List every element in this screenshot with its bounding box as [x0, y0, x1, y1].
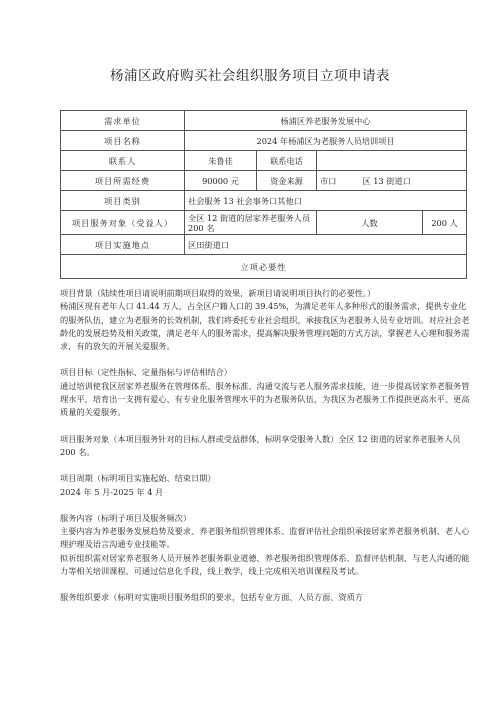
spacer [60, 578, 470, 591]
spacer [60, 499, 470, 512]
document-body [60, 287, 470, 605]
background-text: 杨浦区现有老年人口 41.44 万人，占全区户籍人口的 39.45%，为满足老年人多种形式的服务需求，提供专业化的服务队伍，建立为老服务的长效机制，我们将委托专业社会组织，承接我区为老服务人员专业培训。对应社会老龄化的发展趋势及相关政策，满足老年人的服务需求，提高解决服务管理问题的方式方法，掌握老人心理和服务需求，有的放矢的开展关爱服务。 [60, 301, 470, 352]
spacer [60, 353, 470, 366]
category-label: 项目类别 [61, 191, 185, 211]
requirements-heading: 服务组织要求（标明对实施项目服务组织的要求，包括专业方面、人员方面、资质方 [60, 592, 363, 603]
funding-label: 资金来源 [257, 171, 317, 191]
budget-label: 项目所需经费 [61, 171, 185, 191]
location-label: 项目实施地点 [61, 235, 185, 255]
form-row-contact [61, 151, 467, 171]
service-target-paragraph [60, 433, 470, 460]
background-heading: 项目背景（陆续性项目请说明前期项目取得的效果，新项目请说明项目执行的必要性。） [60, 288, 376, 298]
application-form-table [60, 110, 467, 279]
category-value: 社会服务 13 社会事务口其他口 [185, 191, 467, 211]
applicant-value: 杨浦区养老服务发展中心 [185, 111, 467, 131]
applicant-label: 需求单位 [61, 111, 185, 131]
budget-value: 90000 元 [185, 171, 257, 191]
content-text-1: 主要内容为养老服务发展趋势及要求、养老服务组织管理体系、监督评估社会组织承接居家养老服务机制、老人心理护理及语言沟通专业技能等。 [60, 526, 470, 550]
contact-value: 朱鲁佳 [185, 151, 257, 171]
service-target-heading: 项目服务对象（本项目服务针对的目标人群或受益群体，标明享受服务人数） [60, 433, 339, 444]
target-value: 全区 12 街道的居家养老服务人员 200 名 [185, 211, 317, 235]
funding-value: 市口 区 13 街道口 [317, 171, 467, 191]
form-row-target [61, 211, 467, 235]
service-target-text: 全区 12 街道的居家养老服务人员 200 名。 [60, 433, 461, 457]
phone-value [317, 151, 467, 171]
project-name-label: 项目名称 [61, 131, 185, 151]
form-row-category [61, 191, 467, 211]
goal-heading: 项目目标（定性指标、定量指标与评估相结合） [60, 367, 232, 378]
location-value: 区田街道口 [185, 235, 467, 255]
form-row-applicant [61, 111, 467, 131]
count-value: 200 人 [423, 211, 467, 235]
form-row-project-name [61, 131, 467, 151]
contact-label: 联系人 [61, 151, 185, 171]
form-row-budget [61, 171, 467, 191]
goal-text: 通过培训使我区居家养老服务在管理体系、服务标准、沟通交流与老人服务需求技能，进一步提高居家养老服务管理水平，培育出一支拥有爱心、有专业化服务管理水平的为老服务队伍，为我区为老服务工作提供更高水平、更高质量的关爱服务。 [60, 380, 470, 418]
form-row-location [61, 235, 467, 255]
content-heading: 服务内容（标明子项目及服务频次） [60, 512, 192, 523]
project-name-value: 2024 年杨浦区为老服务人员培训项目 [185, 131, 467, 151]
target-label: 项目服务对象（受益人） [61, 211, 185, 235]
spacer [60, 459, 470, 472]
spacer [60, 420, 470, 433]
period-text: 2024 年 5 月-2025 年 4 月 [60, 486, 164, 497]
period-heading: 项目周期（标明项目实施起始、结束日期） [60, 473, 216, 484]
phone-label: 联系电话 [257, 151, 317, 171]
count-label: 人数 [317, 211, 423, 235]
form-row-necessity [61, 255, 467, 279]
necessity-label: 立项必要性 [61, 255, 467, 279]
document-title: 杨浦区政府购买社会组织服务项目立项申请表 [110, 68, 390, 84]
content-text-2: 拟祈组织需对居家养老服务人员开展养老服务职业道德、养老服务组织管理体系、监督评估机制、与老人沟通的能力等相关培训课程。可通过信息化手段，线上教学，线上完成相关培训课程及考试。 [60, 552, 470, 577]
